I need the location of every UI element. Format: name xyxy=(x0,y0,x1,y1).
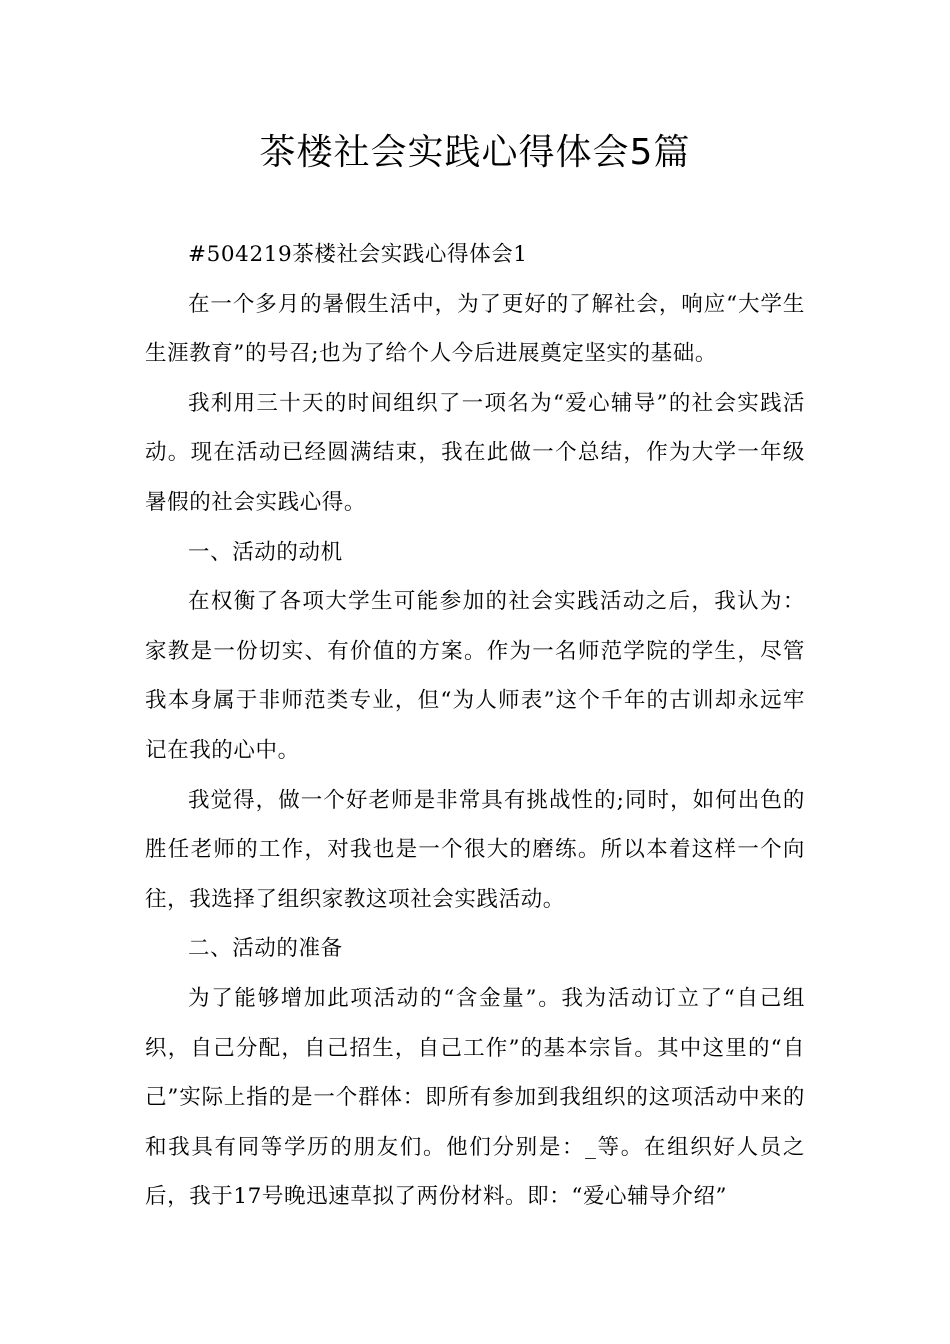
paragraph-heading-1: #504219茶楼社会实践心得体会1 xyxy=(188,242,528,267)
paragraph: 我觉得，做一个好老师是非常具有挑战性的;同时，如何出色的胜任老师的工作，对我也是一个很大的磨练。所以本着这样一个向往，我选择了组织家教这项社会实践活动。 xyxy=(145,787,805,912)
section-heading-motivation: 一、活动的动机 xyxy=(188,539,343,565)
paragraph: 为了能够增加此项活动的“含金量”。我为活动订立了“自己组织，自己分配，自己招生，自己工作”的基本宗旨。其中这里的“自己”实际上指的是一个群体：即所有参加到我组织的这项活动中来的和我具有同等学历的朋友们。他们分别是：_等。在组织好人员之后，我于17号晚迅速草拟了两份材料。即：“爱心辅导介绍” xyxy=(145,985,805,1210)
paragraph: 我利用三十天的时间组织了一项名为“爱心辅导”的社会实践活动。现在活动已经圆满结束，我在此做一个总结，作为大学一年级暑假的社会实践心得。 xyxy=(145,390,805,515)
document-body xyxy=(145,230,805,1222)
section-heading-preparation: 二、活动的准备 xyxy=(188,936,343,962)
paragraph: 在权衡了各项大学生可能参加的社会实践活动之后，我认为：家教是一份切实、有价值的方案。作为一名师范学院的学生，尽管我本身属于非师范类专业，但“为人师表”这个千年的古训却永远牢记在我的心中。 xyxy=(145,589,805,763)
paragraph: 在一个多月的暑假生活中，为了更好的了解社会，响应“大学生生涯教育”的号召;也为了给个人今后进展奠定坚实的基础。 xyxy=(145,291,805,367)
document-title: 茶楼社会实践心得体会5篇 xyxy=(259,132,691,173)
